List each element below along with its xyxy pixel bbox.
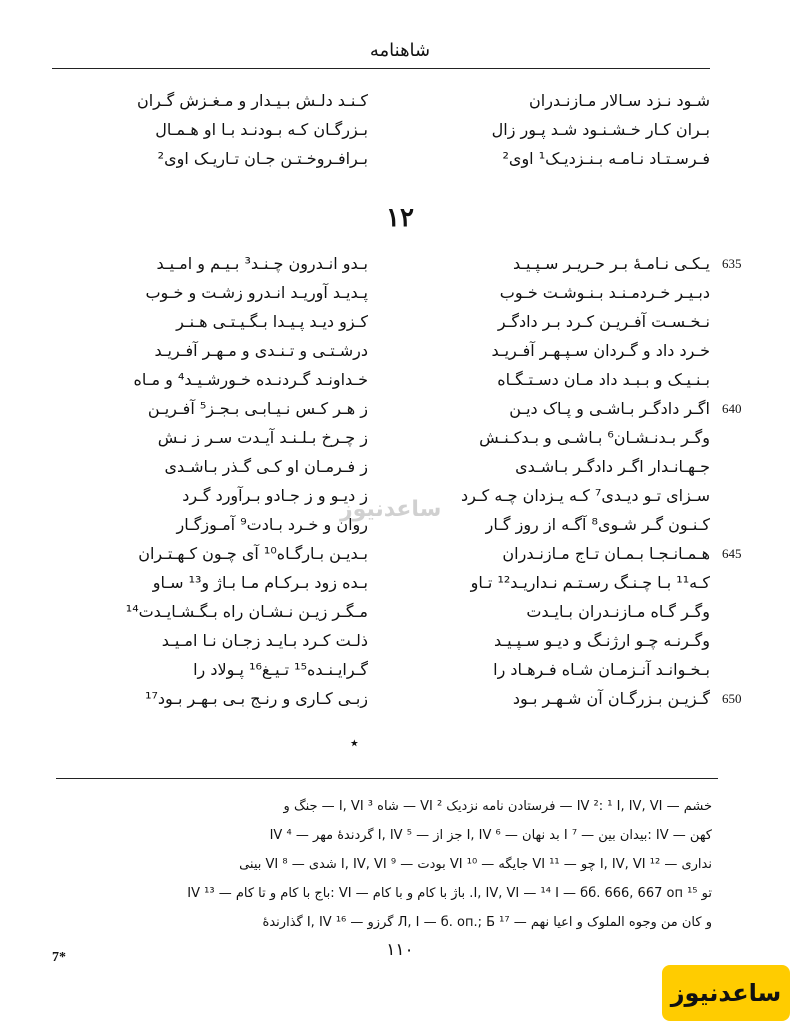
line-number: [722, 481, 782, 510]
line-number: 640: [722, 401, 742, 416]
verse-line: بـدیـن بـارگـاه¹⁰ آی چـون کـهـتـران: [138, 544, 368, 563]
section-number: ١٢: [386, 203, 414, 233]
verse-line: زبـی کـاری و رنـج بـی بـهـر بـود¹⁷: [145, 689, 368, 708]
line-number: [722, 336, 782, 365]
footnote-line: نداری — ¹² I, IV, VI چو — ¹¹ VI جایگه — ¹⁰ VI بودت — ⁹ I, IV, VI شدی — ⁸ VI بینی: [239, 857, 712, 872]
footnotes-rule: [56, 778, 718, 779]
section-end-mark: ٭: [350, 733, 359, 752]
verse-line: پـدیـد آوریـد انـدرو زشـت و خـوب: [145, 283, 368, 302]
verse-line: جـهـانـدار اگـر دادگـر بـاشـدی: [515, 457, 710, 476]
footnote-line: خشم — IV ²: ¹ I, IV, VI — فرستادن نامه نزدیک ² VI — شاه ³ I, VI — جنگ و: [283, 799, 712, 814]
verse-line: خـرد داد و گـردان سـپـهـر آفـریـد: [491, 341, 710, 360]
line-number: 645: [722, 546, 742, 561]
top-verses-left: [48, 86, 368, 173]
line-number: [722, 626, 782, 655]
verse-line: اگـر دادگـر بـاشـی و پـاک دیـن: [509, 399, 710, 418]
verse-line: نـخـسـت آفـریـن کـرد بـر دادگـر: [497, 312, 710, 331]
verse-line: کـزو دیـد پـیـدا بـگـیـتـی هـنـر: [176, 312, 368, 331]
verses-right-column: [398, 249, 710, 713]
verse-line: بـده زود بـرکـام مـا بـاژ و¹³ سـاو: [152, 573, 368, 592]
line-number: [722, 568, 782, 597]
verse-line: گـزیـن بـزرگـان آن شـهـر بـود: [512, 689, 710, 708]
running-title: شاهنامه: [369, 40, 431, 61]
verse-line: بـدو انـدرون چـنـد³ بـیـم و امـیـد: [156, 254, 368, 273]
verse-line: شـود نـزد سـالار مـازنـدران: [529, 91, 710, 110]
verse-line: گـرایـنـده¹⁵ تـیـغ¹⁶ پـولاد را: [193, 660, 368, 679]
footnote-line: تو ¹⁵ I, IV, VI — ¹⁴ I — бб. 666, 667 оп. باژ با کام و با کام — VI :باج با کام و تا کام — ¹³ IV: [187, 886, 712, 901]
verse-line: کـنـد دلـش بـیـدار و مـغـزش گـران: [136, 91, 368, 110]
footnote-line: کهن — IV :بیدان بین — I ⁷ بد نهان — ⁶ I, IV جز از — ⁵ I, IV گردندهٔ مهر — ⁴ IV: [269, 828, 712, 843]
watermark: ساعدنیوز: [340, 497, 442, 522]
verse-line: روان و خـرد بـادت⁹ آمـوزگـار: [176, 515, 368, 534]
line-number: 650: [722, 691, 742, 706]
verse-line: بـزرگـان کـه بـودنـد بـا او هـمـال: [155, 120, 368, 139]
line-number: [722, 423, 782, 452]
line-number: [722, 278, 782, 307]
verses-left-column: [48, 249, 368, 713]
verse-line: بـخـوانـد آنـزمـان شـاه فـرهـاد را: [493, 660, 710, 679]
verse-line: ز دیـو و ز جـادو بـرآورد گـرد: [182, 486, 368, 505]
line-numbers: [722, 249, 782, 713]
verse-line: وگـر گـاه مـازنـدران بـایـدت: [526, 602, 710, 621]
verse-line: بـرافـروخـتـن جـان تـاریـک اوی²: [157, 149, 368, 168]
verse-line: کـه¹¹ بـا چـنـگ رسـتـم نـداریـد¹² تـاو: [470, 573, 710, 592]
verse-line: مـگـر زیـن نـشـان راه بـگـشـایـدت¹⁴: [125, 602, 368, 621]
verse-line: وگـر بـدنـشـان⁶ بـاشـی و بـدکـنـش: [479, 428, 710, 447]
verse-line: بـران کـار خـشـنـود شـد پـور زال: [491, 120, 710, 139]
brand-logo: ساعدنیوز: [662, 965, 790, 1021]
verse-line: خـداونـد گـردنـده خـورشـیـد⁴ و مـاه: [133, 370, 368, 389]
verse-line: درشـتـی و تـنـدی و مـهـر آفـریـد: [154, 341, 368, 360]
verse-line: فـرسـتـاد نـامـه بـنـزدیـک¹ اوی²: [502, 149, 710, 168]
line-number: [722, 597, 782, 626]
verse-line: ز هـر کـس نـیـابـی بـجـز⁵ آفـریـن: [147, 399, 368, 418]
line-number: [722, 452, 782, 481]
verse-line: ز چـرخ بـلـنـد آیـدت سـر ز نـش: [157, 428, 368, 447]
line-number: [722, 655, 782, 684]
verse-line: کـنـون گـر شـوی⁸ آگـه از روز گـار: [485, 515, 710, 534]
line-number: [722, 510, 782, 539]
printer-signature: 7*: [52, 950, 66, 965]
page-number: ١١٠: [386, 940, 414, 960]
verse-line: یـکـی نـامـهٔ بـر حـریـر سـپـیـد: [512, 254, 710, 273]
line-number: [722, 365, 782, 394]
line-number: 635: [722, 256, 742, 271]
header-rule: [52, 68, 710, 69]
top-verses-right: [398, 86, 710, 173]
verse-line: بـنـیـک و بـبـد داد مـان دسـتـگـاه: [497, 370, 710, 389]
verse-line: وگـرنـه چـو ارژنـگ و دیـو سـپـیـد: [494, 631, 710, 650]
verse-line: هـمـانـجـا بـمـان تـاج مـازنـدران: [502, 544, 710, 563]
footnotes: [52, 792, 712, 937]
verse-line: ذلـت کـرد بـایـد زجـان نـا امـیـد: [161, 631, 368, 650]
verse-line: دبـیـر خـردمـنـد بـنـوشـت خـوب: [499, 283, 710, 302]
verse-line: سـزای تـو دیـدی⁷ کـه یـزدان چـه کـرد: [460, 486, 710, 505]
footnote-line: و کان من وجوه الملوک و اعیا نهم — ¹⁷ Л, I — б. оп.; Б گرزو — ¹⁶ I, IV گذارندهٔ: [262, 915, 712, 930]
verse-line: ز فـرمـان او کـی گـذر بـاشـدی: [164, 457, 368, 476]
line-number: [722, 307, 782, 336]
